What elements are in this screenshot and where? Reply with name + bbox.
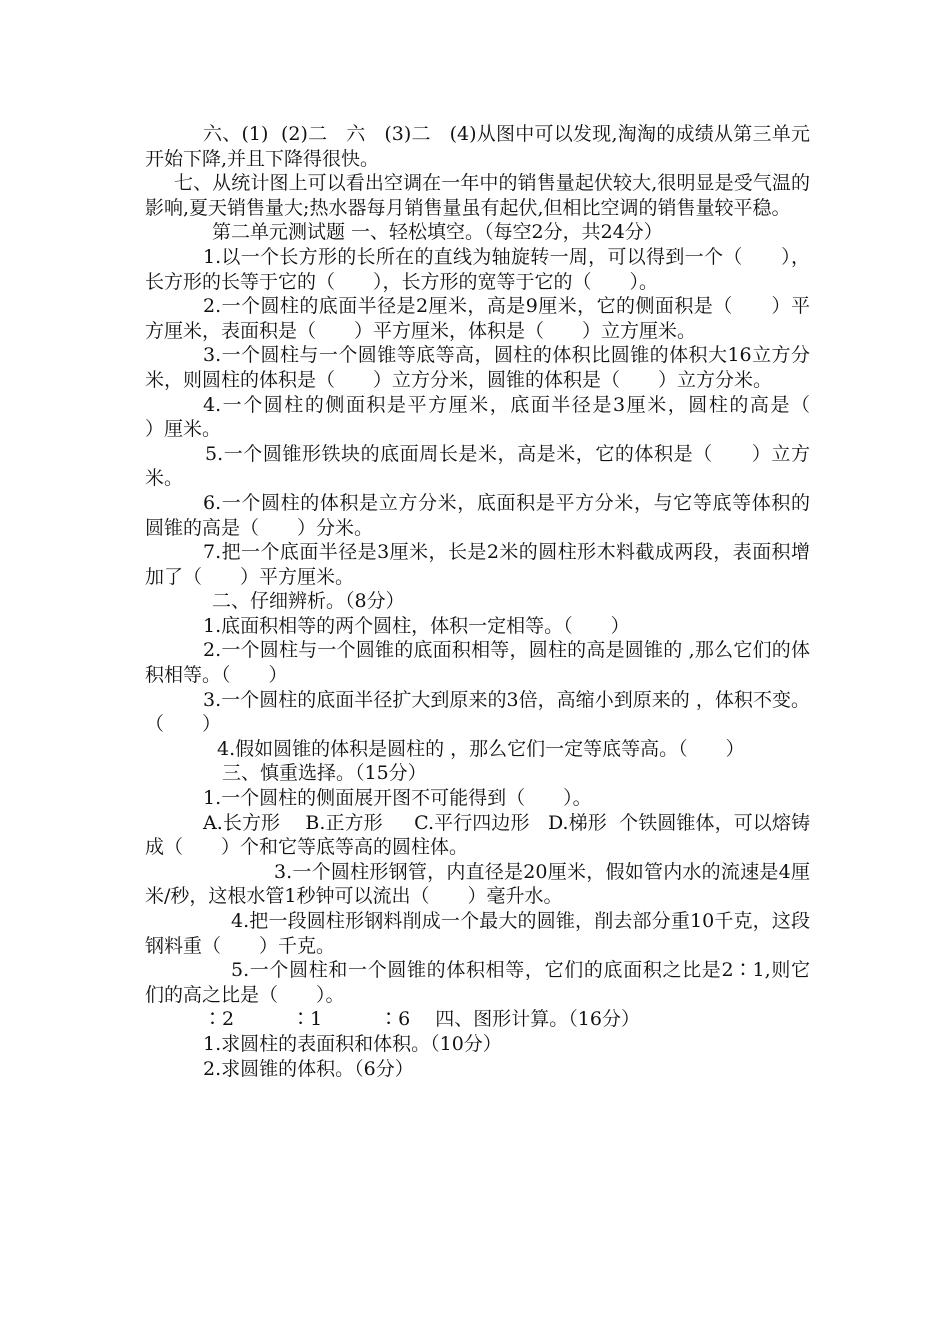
paragraph: 七、从统计图上可以看出空调在一年中的销售量起伏较大,很明显是受气温的影响,夏天销售量大;热水器每月销售量虽有起伏,但相比空调的销售量较平稳。: [145, 172, 810, 219]
paragraph: 5.一个圆锥形铁块的底面周长是米，高是米，它的体积是（ ）立方米。: [145, 442, 810, 490]
paragraph: 5.一个圆柱和一个圆锥的体积相等，它们的底面积之比是2∶1,则它们的高之比是（ ）。: [145, 959, 810, 1006]
paragraph: 4.一个圆柱的侧面积是平方厘米，底面半径是3厘米，圆柱的高是（ ）厘米。: [145, 393, 849, 441]
paragraph: 2.求圆锥的体积。（6分）: [203, 1057, 414, 1080]
paragraph: 2.一个圆柱与一个圆锥的底面积相等，圆柱的高是圆锥的 ,那么它们的体积相等。（ ）: [145, 639, 810, 687]
paragraph: 3.一个圆柱的底面半径扩大到原来的3倍，高缩小到原来的 ，体积不变。（ ）: [145, 688, 810, 736]
paragraph: 1.求圆柱的表面积和体积。（10分）: [203, 1032, 502, 1055]
paragraph: 二、仔细辨析。（8分）: [212, 590, 405, 613]
paragraph: 三、慎重选择。（15分）: [222, 762, 427, 785]
paragraph: 第二单元测试题 一、轻松填空。（每空2分，共24分）: [212, 221, 663, 244]
paragraph: 1.一个圆柱的侧面展开图不可能得到（ ）。: [203, 787, 592, 810]
paragraph: 2.一个圆柱的底面半径是2厘米，高是9厘米，它的侧面积是（ ）平方厘米，表面积是（ ）平方厘米，体积是（ ）立方厘米。: [145, 295, 810, 342]
paragraph: 3.一个圆柱与一个圆锥等底等高，圆柱的体积比圆锥的体积大16立方分米，则圆柱的体积是（ ）立方分米，圆锥的体积是（ ）立方分米。: [145, 344, 810, 391]
document-body: [145, 122, 849, 1081]
paragraph: ∶2 ∶1 ∶6 四、图形计算。（16分）: [203, 1008, 640, 1031]
paragraph: 3.一个圆柱形钢管，内直径是20厘米，假如管内水的流速是4厘米/秒，这根水管1秒钟可以流出（ ）毫升水。: [145, 860, 810, 908]
paragraph: A.长方形 B.正方形 C.平行四边形 D.梯形 个铁圆锥体，可以熔铸成（ ）个和它等底等高的圆柱体。: [145, 811, 810, 859]
paragraph: 4.把一段圆柱形钢料削成一个最大的圆锥，削去部分重10千克，这段钢料重（ ）千克。: [145, 910, 810, 957]
paragraph: 6.一个圆柱的体积是立方分米，底面积是平方分米，与它等底等体积的圆锥的高是（ ）分米。: [145, 491, 810, 539]
paragraph: 4.假如圆锥的体积是圆柱的 ，那么它们一定等底等高。（ ）: [217, 737, 745, 760]
paragraph: 1.底面积相等的两个圆柱，体积一定相等。（ ）: [203, 614, 630, 637]
paragraph: 六、(1) (2)二 六 (3)二 (4)从图中可以发现,淘淘的成绩从第三单元开始下降,并且下降得很快。: [145, 123, 810, 170]
paragraph: 1.以一个长方形的长所在的直线为轴旋转一周，可以得到一个（ ），长方形的长等于它的（ ），长方形的宽等于它的（ ）。: [145, 245, 810, 293]
paragraph: 7.把一个底面半径是3厘米，长是2米的圆柱形木料截成两段，表面积增加了（ ）平方厘米。: [145, 541, 810, 588]
